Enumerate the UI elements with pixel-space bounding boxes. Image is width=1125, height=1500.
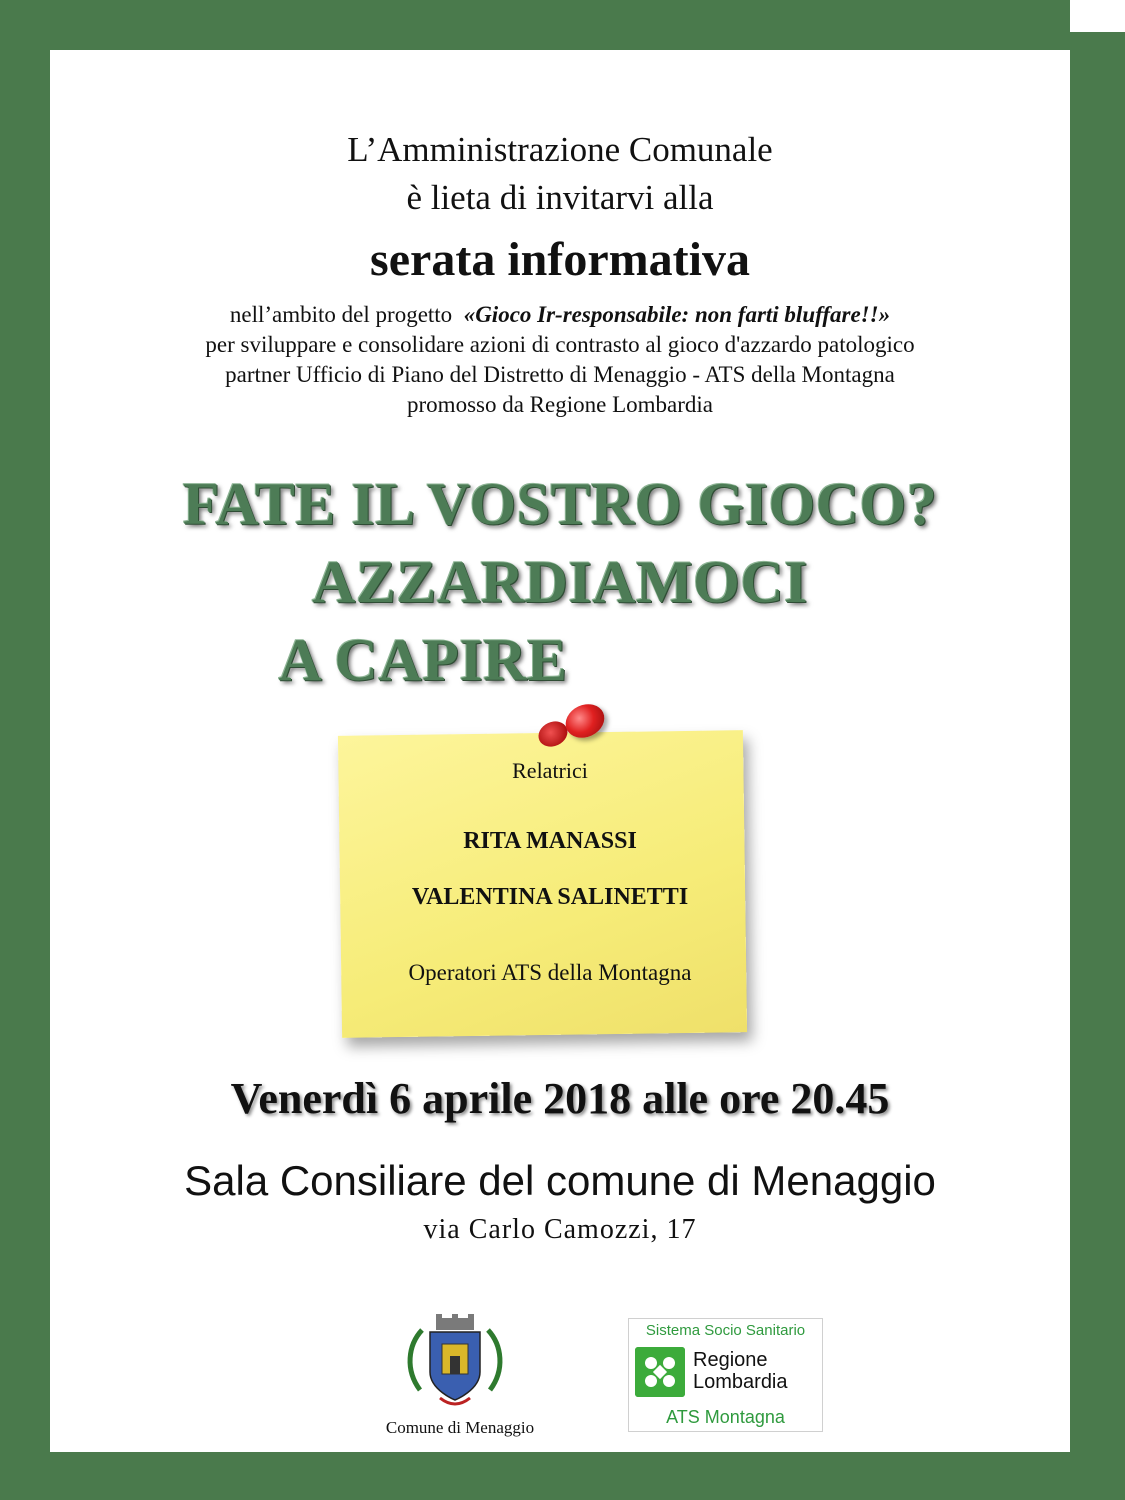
speaker-name: RITA MANASSI	[463, 828, 637, 854]
ats-logo-region	[693, 1349, 788, 1393]
ats-logo-region-line-2: Lombardia	[693, 1371, 788, 1393]
project-prefix: nell’ambito del progetto	[229, 302, 453, 327]
frame-right	[1070, 32, 1125, 1500]
headline-line-1: FATE IL VOSTRO GIOCO?	[182, 471, 938, 537]
event-address: via Carlo Camozzi, 17	[423, 1214, 697, 1245]
crest-label: Comune di Menaggio	[385, 1418, 535, 1437]
poster	[50, 50, 1070, 1452]
regione-lombardia-cross-icon	[635, 1347, 685, 1397]
ats-logo-bottom: ATS Montagna	[666, 1407, 785, 1427]
intro-line-1: L’Amministrazione Comunale	[347, 130, 773, 169]
frame-top	[50, 0, 1125, 50]
comune-crest-icon	[400, 1310, 510, 1420]
project-description: per sviluppare e consolidare azioni di contrasto al gioco d'azzardo patologico	[205, 332, 915, 357]
project-name: «Gioco Ir-responsabile: non farti bluffare!!»	[463, 302, 891, 327]
speakers-title: Relatrici	[512, 758, 588, 783]
headline-line-3: A CAPIRE	[278, 627, 568, 693]
project-line	[50, 300, 1070, 330]
ats-logo-top: Sistema Socio Sanitario	[645, 1322, 806, 1339]
speaker-name: VALENTINA SALINETTI	[411, 884, 689, 910]
frame-top-gap	[1070, 0, 1125, 32]
frame-left	[0, 0, 50, 1500]
event-type: serata informativa	[370, 233, 750, 286]
intro-line-2: è lieta di invitarvi alla	[406, 178, 714, 217]
ats-logo-region-line-1: Regione	[693, 1349, 768, 1371]
event-date-time: Venerdì 6 aprile 2018 alle ore 20.45	[230, 1074, 890, 1123]
project-partner: partner Ufficio di Piano del Distretto di Menaggio - ATS della Montagna	[225, 362, 895, 387]
speakers-role: Operatori ATS della Montagna	[408, 960, 692, 985]
headline-line-2: AZZARDIAMOCI	[311, 549, 809, 615]
ats-montagna-logo	[628, 1318, 823, 1432]
frame-bottom	[0, 1452, 1070, 1500]
event-venue: Sala Consiliare del comune di Menaggio	[184, 1157, 936, 1204]
project-promoter: promosso da Regione Lombardia	[407, 392, 713, 417]
